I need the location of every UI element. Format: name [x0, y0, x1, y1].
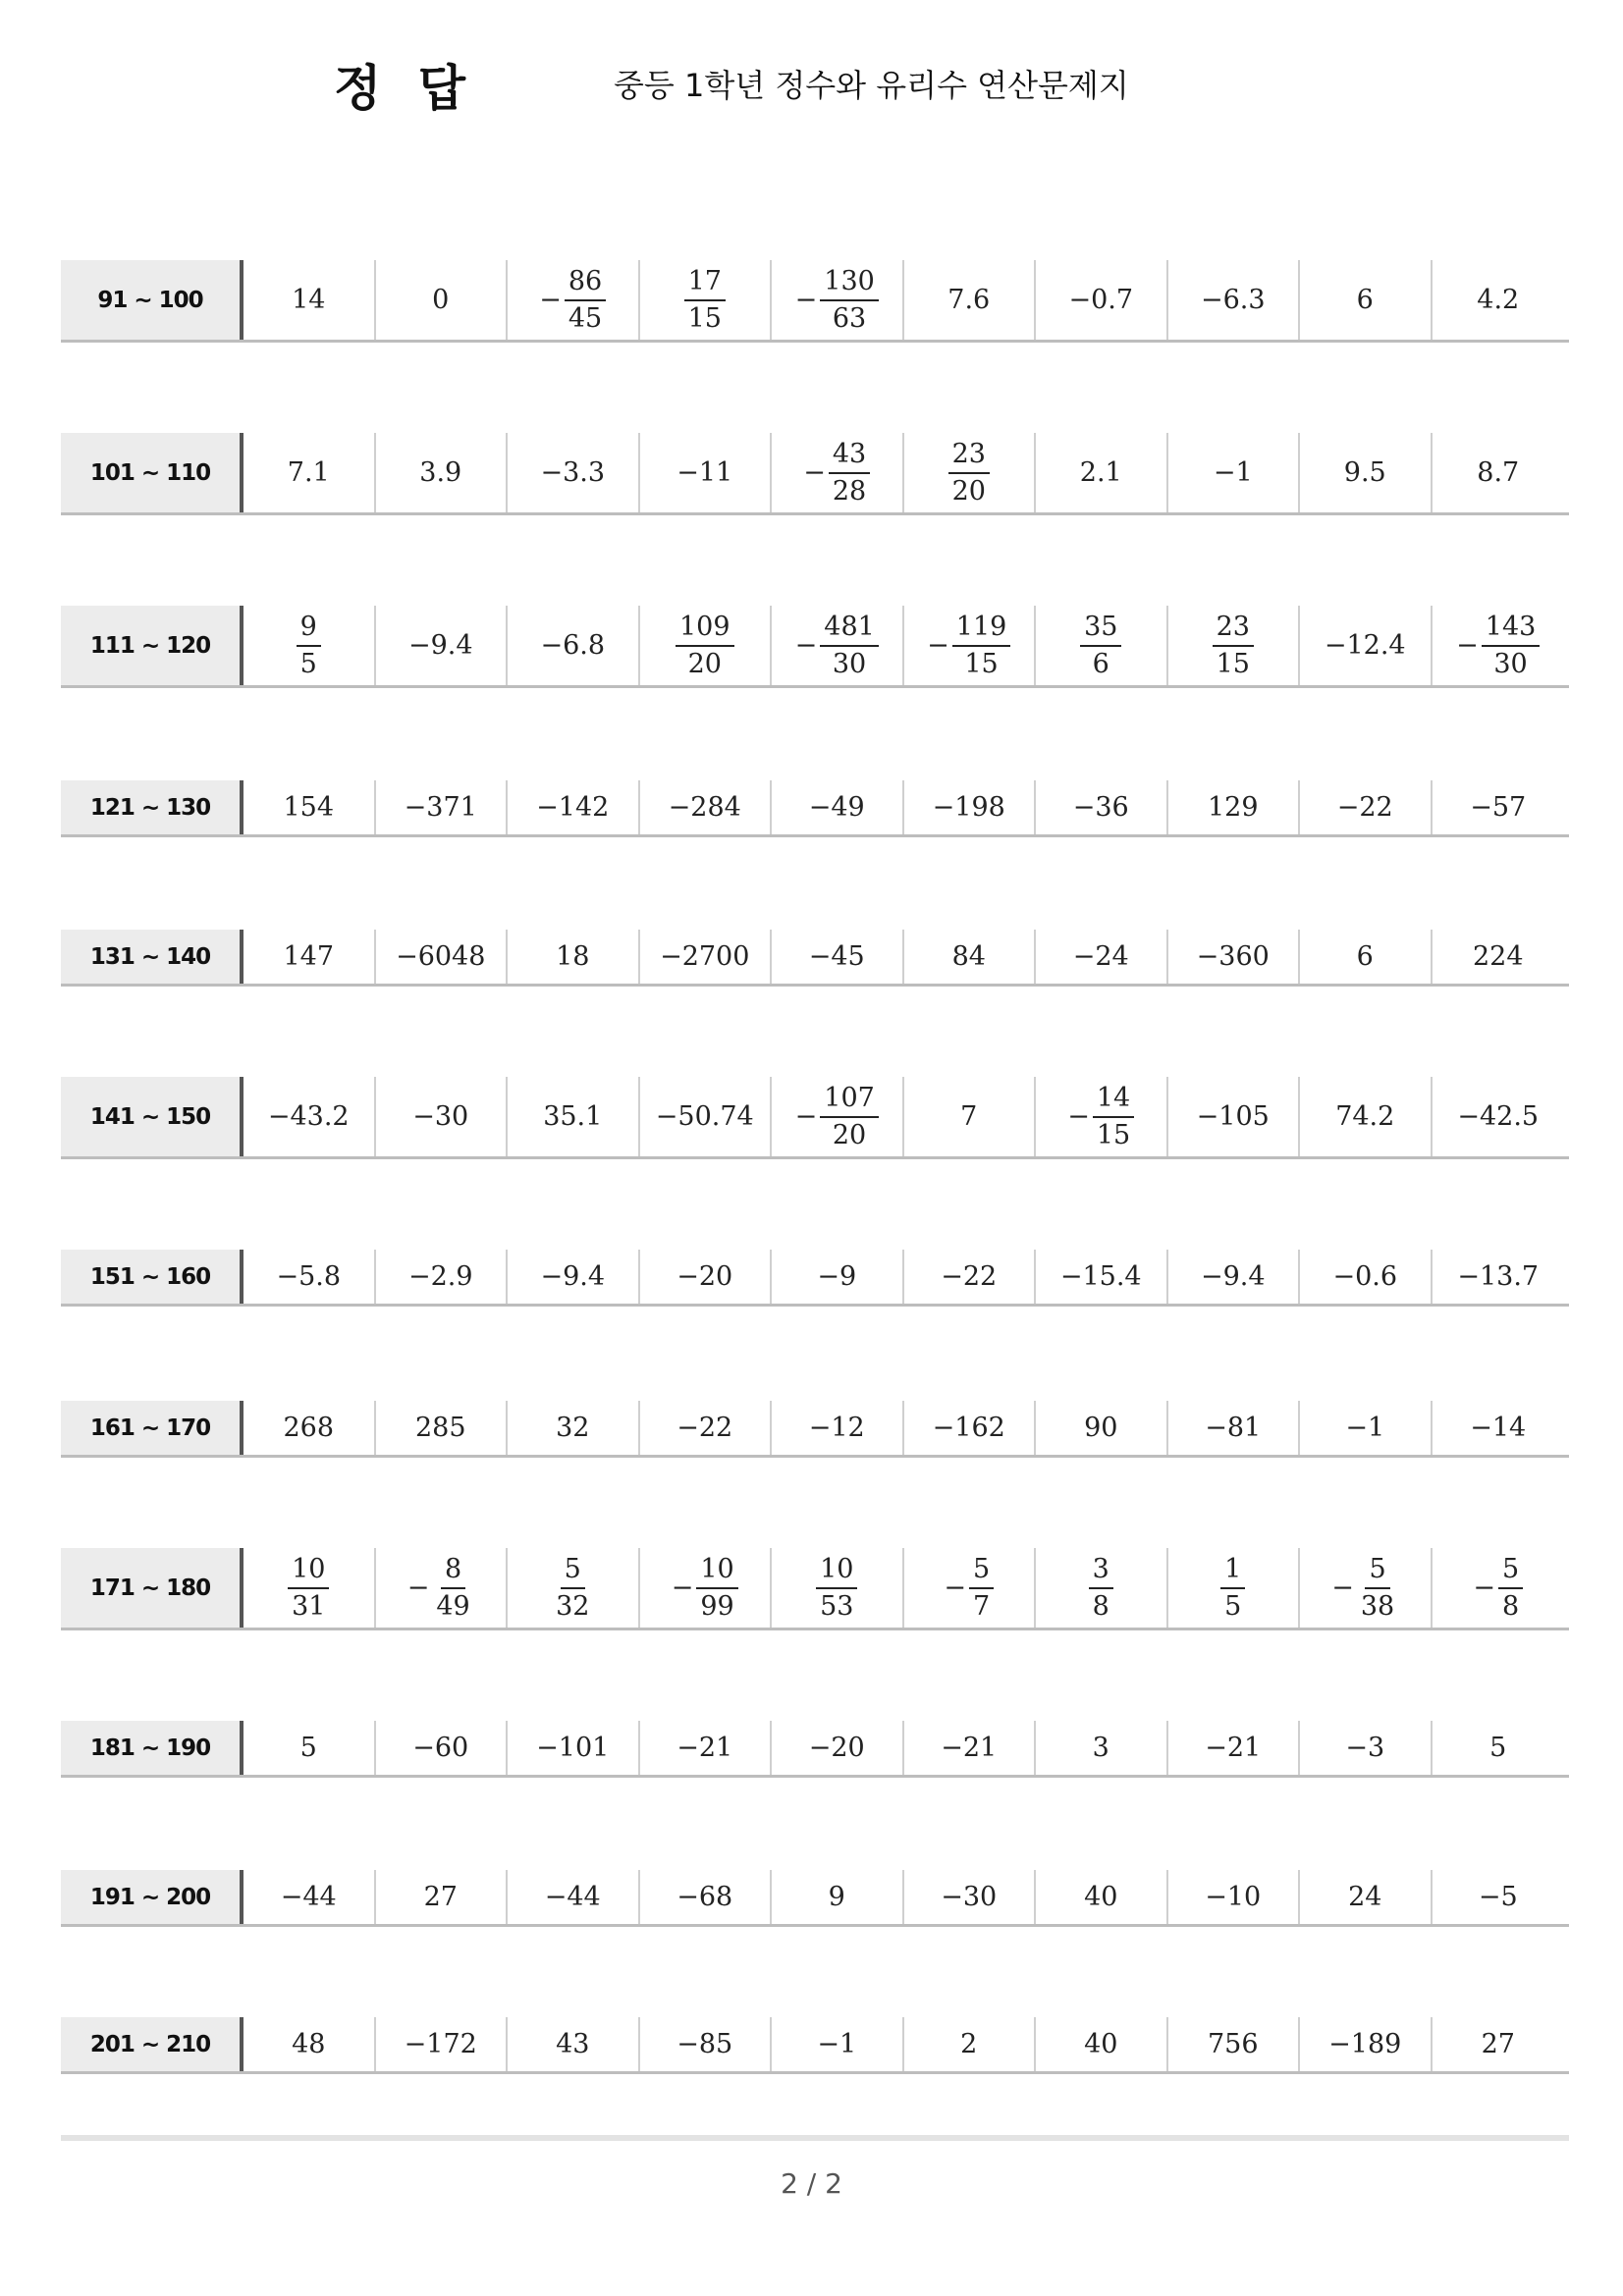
answer-cell: − $\frac{107}{20}$: [772, 1077, 904, 1156]
answer-cell: 7.6: [904, 260, 1037, 340]
answer-cell: 9: [772, 1870, 904, 1924]
answer-cell: −6.8: [508, 606, 640, 685]
answer-cell: −60: [376, 1721, 509, 1775]
answer-cell: −20: [640, 1250, 773, 1304]
answer-cell: −14: [1470, 1413, 1527, 1443]
answer-cell: 7: [904, 1077, 1037, 1156]
answer-cell: 6: [1300, 930, 1433, 984]
answer-row: [61, 1401, 1569, 1458]
answer-row: [61, 1077, 1569, 1159]
answer-cell: 40: [1036, 2017, 1168, 2071]
answer-cell: 129: [1168, 780, 1301, 834]
row-range-label: 201 ~ 210: [61, 2017, 243, 2071]
answer-cell: −9.4: [508, 1250, 640, 1304]
answer-cell: 756: [1168, 2017, 1301, 2071]
row-range-label: 181 ~ 190: [61, 1721, 243, 1775]
answer-cell: − $\frac{5}{8}$: [1433, 1548, 1565, 1628]
answer-row: [61, 1250, 1569, 1307]
answer-cell: −371: [376, 780, 509, 834]
answer-cell: −9.4: [376, 606, 509, 685]
answer-cell: −0.6: [1300, 1250, 1433, 1304]
answer-row: [61, 780, 1569, 837]
answer-cell: −44: [243, 1870, 376, 1924]
answer-cell: 32: [508, 1401, 640, 1455]
answer-cell: −10: [1168, 1870, 1301, 1924]
page-number: 2 / 2: [781, 2167, 842, 2200]
answer-cell: 90: [1036, 1401, 1168, 1455]
answer-cell: −50.74: [640, 1077, 773, 1156]
answer-cell: $\frac{5}{32}$: [508, 1548, 640, 1628]
answer-cell: 14: [243, 260, 376, 340]
answer-cell: −22: [640, 1401, 773, 1455]
answer-cell: −21: [640, 1721, 773, 1775]
answer-cell: −198: [904, 780, 1037, 834]
answer-row: [61, 260, 1569, 343]
answer-cell: − $\frac{86}{45}$: [508, 260, 640, 340]
answer-cell: 5: [243, 1721, 376, 1775]
answer-cell: − $\frac{481}{30}$: [772, 606, 904, 685]
answer-cell: −3.3: [508, 433, 640, 512]
answer-cell: − $\frac{130}{63}$: [772, 260, 904, 340]
answer-row: [61, 1721, 1569, 1778]
answer-cell: −6048: [376, 930, 509, 984]
answer-cell: −57: [1470, 792, 1527, 823]
answer-cell: $\frac{23}{15}$: [1168, 606, 1301, 685]
answer-cell: −24: [1036, 930, 1168, 984]
answer-cell: 35.1: [508, 1077, 640, 1156]
answer-row: [61, 1548, 1569, 1630]
answer-cell: $\frac{35}{6}$: [1036, 606, 1168, 685]
answer-cell: −13.7: [1457, 1261, 1540, 1292]
answer-cell: 40: [1036, 1870, 1168, 1924]
answer-cell: − $\frac{119}{15}$: [904, 606, 1037, 685]
answer-row: [61, 2017, 1569, 2074]
answer-cell: −42.5: [1457, 1101, 1540, 1132]
answer-cell: −172: [376, 2017, 509, 2071]
answer-cell: 18: [508, 930, 640, 984]
answer-cell: −284: [640, 780, 773, 834]
answer-cell: 6: [1300, 260, 1433, 340]
answer-cell: 3: [1036, 1721, 1168, 1775]
row-range-label: 121 ~ 130: [61, 780, 243, 834]
answer-cell: 27: [376, 1870, 509, 1924]
answer-cell: −85: [640, 2017, 773, 2071]
answer-cell: −68: [640, 1870, 773, 1924]
answer-cell: 224: [1472, 941, 1524, 972]
answer-cell: −0.7: [1036, 260, 1168, 340]
answer-cell: −22: [1300, 780, 1433, 834]
answer-cell: $\frac{3}{8}$: [1036, 1548, 1168, 1628]
answer-cell: −36: [1036, 780, 1168, 834]
answer-cell: −49: [772, 780, 904, 834]
answer-cell: 4.2: [1477, 285, 1520, 315]
answer-cell: −6.3: [1168, 260, 1301, 340]
answer-cell: $\frac{17}{15}$: [640, 260, 773, 340]
answer-cell: −1: [772, 2017, 904, 2071]
page-title: 정 답: [334, 60, 476, 117]
answer-cell: −12.4: [1300, 606, 1433, 685]
answer-cell: 43: [508, 2017, 640, 2071]
answer-cell: −5.8: [243, 1250, 376, 1304]
answer-cell: −20: [772, 1721, 904, 1775]
answer-cell: − $\frac{5}{7}$: [904, 1548, 1037, 1628]
answer-row: [61, 1870, 1569, 1927]
answer-cell: −30: [904, 1870, 1037, 1924]
answer-cell: −162: [904, 1401, 1037, 1455]
page-subtitle: 중등 1학년 정수와 유리수 연산문제지: [614, 67, 1129, 104]
answer-cell: 9.5: [1300, 433, 1433, 512]
answer-cell: −21: [904, 1721, 1037, 1775]
answer-cell: $\frac{9}{5}$: [243, 606, 376, 685]
answer-cell: 24: [1300, 1870, 1433, 1924]
row-range-label: 191 ~ 200: [61, 1870, 243, 1924]
answer-cell: − $\frac{14}{15}$: [1036, 1077, 1168, 1156]
answer-cell: 7.1: [243, 433, 376, 512]
answer-cell: 84: [904, 930, 1037, 984]
answer-cell: −45: [772, 930, 904, 984]
answer-cell: − $\frac{5}{38}$: [1300, 1548, 1433, 1628]
answer-cell: −5: [1478, 1882, 1518, 1912]
row-range-label: 151 ~ 160: [61, 1250, 243, 1304]
row-range-label: 171 ~ 180: [61, 1548, 243, 1628]
answer-cell: $\frac{1}{5}$: [1168, 1548, 1301, 1628]
answer-cell: 3.9: [376, 433, 509, 512]
answer-cell: −3: [1300, 1721, 1433, 1775]
answer-cell: −105: [1168, 1077, 1301, 1156]
answer-cell: 154: [243, 780, 376, 834]
answer-row: [61, 433, 1569, 515]
answer-cell: $\frac{109}{20}$: [640, 606, 773, 685]
answer-cell: 48: [243, 2017, 376, 2071]
answer-cell: −189: [1300, 2017, 1433, 2071]
footer-divider: [61, 2135, 1569, 2141]
page-header: [0, 49, 1623, 128]
answer-cell: −9: [772, 1250, 904, 1304]
answer-cell: $\frac{23}{20}$: [904, 433, 1037, 512]
row-range-label: 161 ~ 170: [61, 1401, 243, 1455]
answer-cell: −1: [1168, 433, 1301, 512]
answer-cell: −30: [376, 1077, 509, 1156]
answer-cell: −101: [508, 1721, 640, 1775]
answer-cell: −22: [904, 1250, 1037, 1304]
row-range-label: 141 ~ 150: [61, 1077, 243, 1156]
answer-cell: −81: [1168, 1401, 1301, 1455]
answer-cell: −12: [772, 1401, 904, 1455]
answer-cell: −360: [1168, 930, 1301, 984]
answer-cell: $\frac{10}{31}$: [243, 1548, 376, 1628]
answer-cell: 147: [243, 930, 376, 984]
answer-cell: 27: [1481, 2029, 1515, 2059]
row-range-label: 131 ~ 140: [61, 930, 243, 984]
answer-cell: −21: [1168, 1721, 1301, 1775]
answer-row: [61, 606, 1569, 688]
answer-cell: 2.1: [1036, 433, 1168, 512]
answer-cell: − $\frac{10}{99}$: [640, 1548, 773, 1628]
answer-cell: 74.2: [1300, 1077, 1433, 1156]
answer-cell: − $\frac{43}{28}$: [772, 433, 904, 512]
answer-cell: −15.4: [1036, 1250, 1168, 1304]
answer-cell: 2: [904, 2017, 1037, 2071]
answer-cell: − $\frac{8}{49}$: [376, 1548, 509, 1628]
answer-cell: 5: [1489, 1733, 1507, 1763]
answer-cell: −11: [640, 433, 773, 512]
answer-cell: −2.9: [376, 1250, 509, 1304]
row-range-label: 111 ~ 120: [61, 606, 243, 685]
row-range-label: 91 ~ 100: [61, 260, 243, 340]
answer-cell: 268: [243, 1401, 376, 1455]
answer-cell: 8.7: [1477, 457, 1520, 488]
answer-cell: $\frac{10}{53}$: [772, 1548, 904, 1628]
answer-cell: −2700: [640, 930, 773, 984]
answer-cell: − $\frac{143}{30}$: [1433, 606, 1565, 685]
answer-cell: −43.2: [243, 1077, 376, 1156]
answer-row: [61, 930, 1569, 987]
answer-cell: −9.4: [1168, 1250, 1301, 1304]
answer-cell: 0: [376, 260, 509, 340]
answer-cell: −142: [508, 780, 640, 834]
answer-cell: −44: [508, 1870, 640, 1924]
answer-cell: 285: [376, 1401, 509, 1455]
row-range-label: 101 ~ 110: [61, 433, 243, 512]
answer-cell: −1: [1300, 1401, 1433, 1455]
